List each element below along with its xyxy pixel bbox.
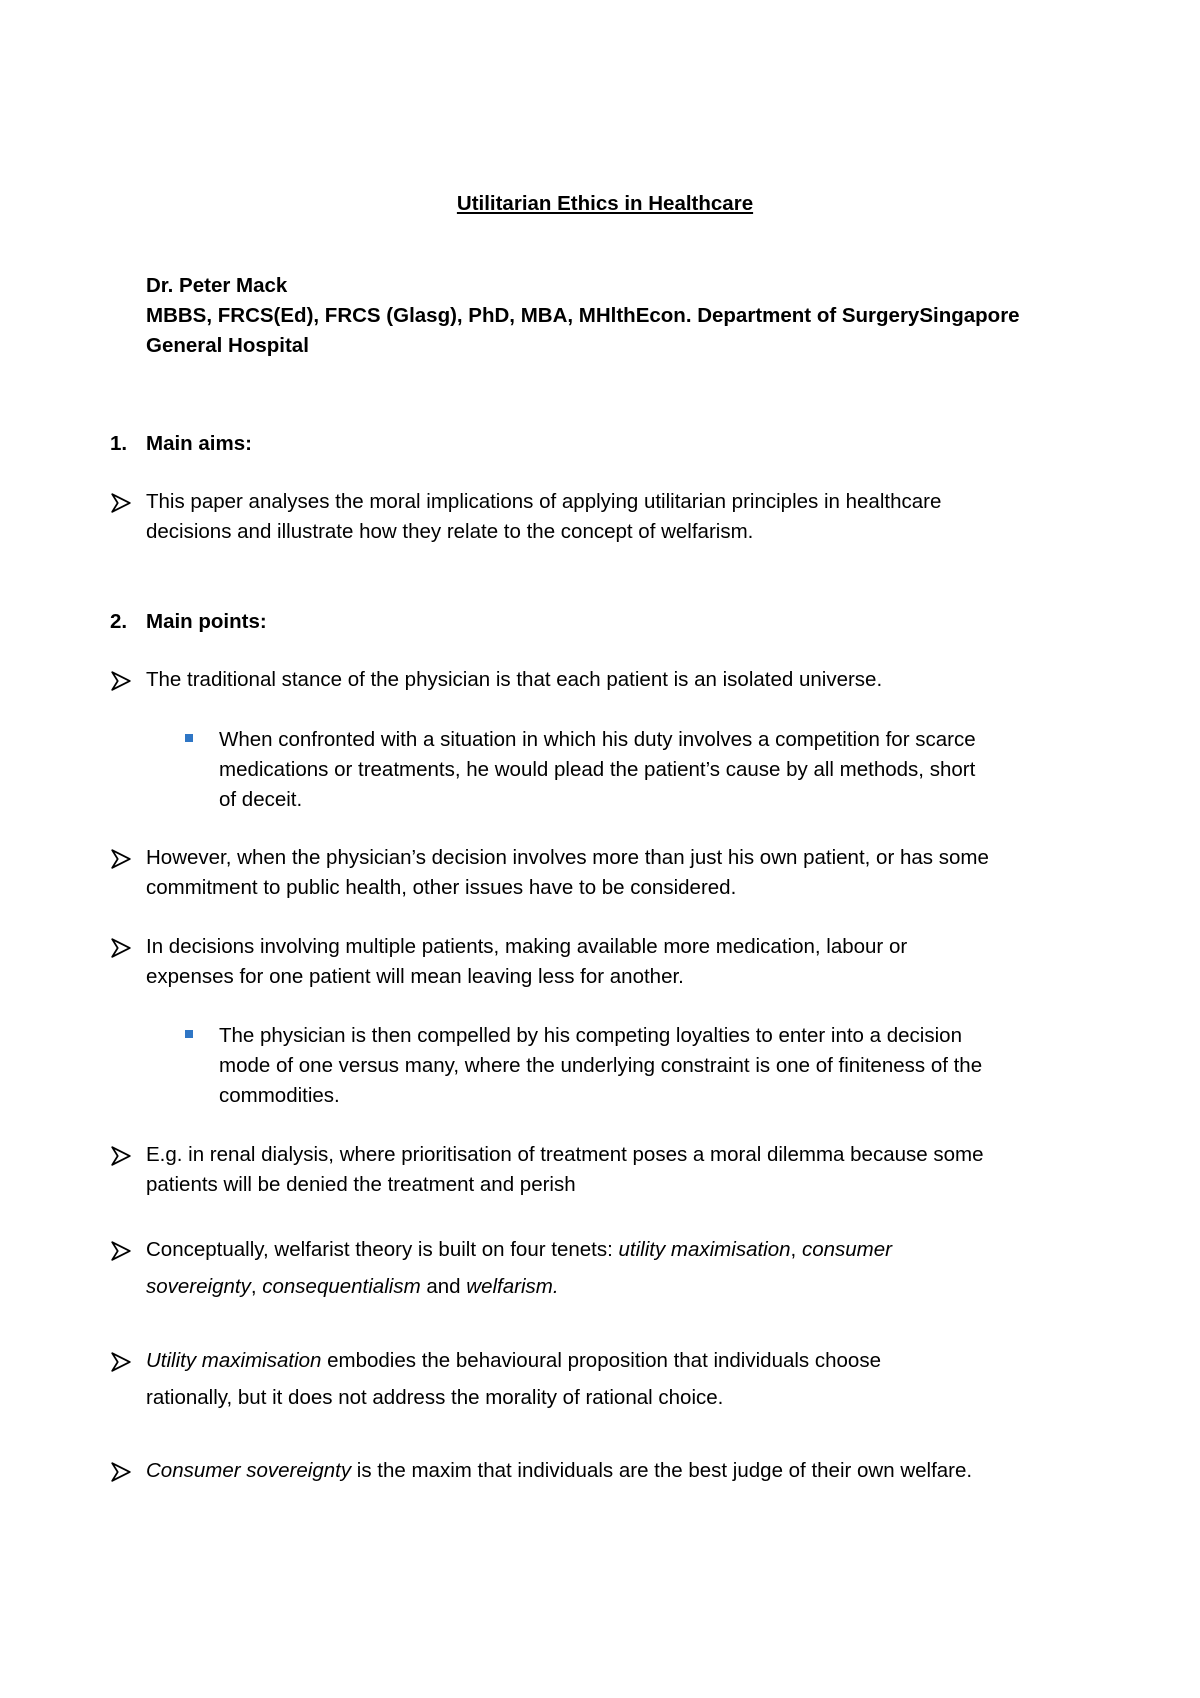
subpoint-text: When confronted with a situation in which his duty involves a competition for scarce <box>219 728 976 751</box>
arrow-bullet-icon <box>110 848 132 870</box>
subpoint-text: mode of one versus many, where the underlying constraint is one of finiteness of the <box>219 1054 983 1077</box>
point-text: The traditional stance of the physician is that each patient is an isolated universe. <box>146 668 883 691</box>
square-bullet-icon <box>185 1030 193 1038</box>
point-text: In decisions involving multiple patients, making available more medication, labour or <box>146 935 908 958</box>
arrow-bullet-icon <box>110 937 132 959</box>
point-text: E.g. in renal dialysis, where prioritisation of treatment poses a moral dilemma because some <box>146 1143 984 1166</box>
section-heading: Main points: <box>146 610 267 633</box>
point-text: rationally, but it does not address the morality of rational choice. <box>146 1386 724 1409</box>
arrow-bullet-icon <box>110 1145 132 1167</box>
point-text: expenses for one patient will mean leaving less for another. <box>146 965 684 988</box>
section-heading: Main aims: <box>146 432 252 455</box>
arrow-bullet-icon <box>110 1351 132 1373</box>
point-text: commitment to public health, other issues have to be considered. <box>146 876 737 899</box>
point-text: However, when the physician’s decision involves more than just his own patient, or has some <box>146 846 989 869</box>
section-number: 2. <box>110 610 128 633</box>
point-text: Consumer sovereignty is the maxim that individuals are the best judge of their own welfare. <box>146 1459 973 1482</box>
arrow-bullet-icon <box>110 492 132 514</box>
subpoint-text: The physician is then compelled by his competing loyalties to enter into a decision <box>219 1024 962 1047</box>
author-credentials: MBBS, FRCS(Ed), FRCS (Glasg), PhD, MBA, MHlthEcon. Department of SurgerySingapore <box>146 304 1020 327</box>
arrow-bullet-icon <box>110 670 132 692</box>
author-name: Dr. Peter Mack <box>146 274 288 297</box>
section-number: 1. <box>110 432 128 455</box>
subpoint-text: medications or treatments, he would plead the patient’s cause by all methods, short <box>219 758 976 781</box>
author-affiliation: General Hospital <box>146 334 309 357</box>
aims-text: decisions and illustrate how they relate to the concept of welfarism. <box>146 520 754 543</box>
subpoint-text: of deceit. <box>219 788 303 811</box>
arrow-bullet-icon <box>110 1240 132 1262</box>
arrow-bullet-icon <box>110 1461 132 1483</box>
aims-text: This paper analyses the moral implications of applying utilitarian principles in healthcare <box>146 490 942 513</box>
subpoint-text: commodities. <box>219 1084 340 1107</box>
document-title: Utilitarian Ethics in Healthcare <box>456 192 754 215</box>
point-text: Conceptually, welfarist theory is built on four tenets: utility maximisation, consumer <box>146 1238 892 1261</box>
point-text: patients will be denied the treatment and perish <box>146 1173 576 1196</box>
square-bullet-icon <box>185 734 193 742</box>
point-text: sovereignty, consequentialism and welfarism. <box>146 1275 559 1298</box>
point-text: Utility maximisation embodies the behavioural proposition that individuals choose <box>146 1349 881 1372</box>
